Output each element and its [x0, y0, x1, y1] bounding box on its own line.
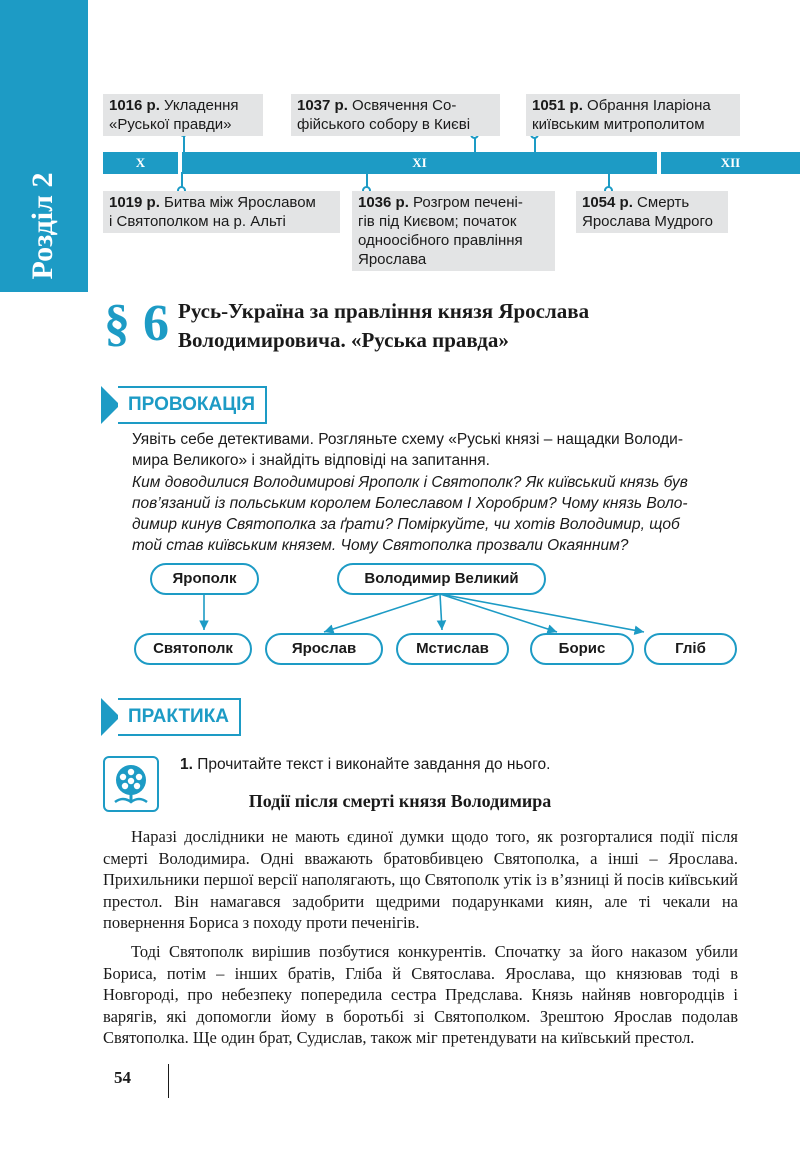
node-volodymyr: Володимир Великий	[337, 563, 546, 595]
century-x: X	[103, 152, 178, 174]
article-paragraph-1: Наразі дослідники не мають єдиної думки щодо того, як розгорталися події після смерті Володимира. Одні вважають братовбивцею Святополка, а інші – Ярослава. Прихильники першої версії наполягають, що Святополк утік із в’язниці й посів київський престол. Він намагався задобрити щедрими подарунками киян, але ті чекали на повернення Бориса з походу проти печенігів.	[103, 827, 738, 933]
node-hlib: Гліб	[644, 633, 737, 665]
century-xi: XI	[182, 152, 657, 174]
section-number: § 6	[104, 295, 169, 352]
event-text: гів під Києвом; початок	[358, 213, 517, 230]
event-text: Смерть	[637, 194, 690, 211]
event-year: 1019 р.	[109, 194, 160, 211]
provocation-label: ПРОВОКАЦІЯ	[118, 386, 267, 424]
node-borys: Борис	[530, 633, 634, 665]
event-text: «Руської правди»	[109, 116, 232, 133]
text-line: пов’язаний із польським королем Болеславом І Хоробрим? Чому князь Воло-	[132, 495, 688, 512]
chapter-label: Розділ 2	[26, 172, 59, 280]
event-text: Укладення	[164, 97, 239, 114]
text-line: Ким доводилися Володимирові Ярополк і Святополк? Як київський князь був	[132, 474, 688, 491]
article-paragraph-2: Тоді Святополк вирішив позбутися конкурентів. Спочатку за його наказом убили Бориса, потім – інших братів, Гліба й Святослава. Ярослава, що князював тоді в Новгороді, про небезпеку попередила сестра Предслава. Князь найняв новгородців і варягів, які допомогли йому в боротьбі зі Святополком. Зрештою Ярослав подолав Святополка. Ще один брат, Судислав, також міг претендувати на київський престол.	[103, 942, 738, 1048]
event-year: 1051 р.	[532, 97, 583, 114]
section-title-line: Володимировича. «Руська правда»	[178, 328, 509, 352]
arrow-volodymyr-yaroslav	[324, 594, 440, 632]
node-mstyslav: Мстислав	[396, 633, 509, 665]
event-text: Битва між Ярославом	[164, 194, 316, 211]
text-line: Уявіть себе детективами. Розгляньте схему «Руські князі – нащадки Володи-	[132, 431, 684, 448]
event-text: фійського собору в Києві	[297, 116, 471, 133]
section-title-line: Русь-Україна за правління князя Ярослава	[178, 299, 590, 323]
text-line: той став київським князем. Чому Святополка прозвали Окаянним?	[132, 537, 629, 554]
event-text: Освячення Со-	[352, 97, 457, 114]
event-text: київським митрополитом	[532, 116, 705, 133]
practice-label: ПРАКТИКА	[118, 698, 241, 736]
event-text: Розгром печені-	[413, 194, 523, 211]
node-yaropolk: Ярополк	[150, 563, 259, 595]
event-text: Обрання Іларіона	[587, 97, 711, 114]
event-text: одноосібного правління	[358, 232, 523, 249]
task-instruction	[180, 756, 550, 774]
practice-heading	[101, 698, 241, 736]
text-line: димир кинув Святополка за ґрати? Поміркуйте, чи хотів Володимир, щоб	[132, 516, 680, 533]
task-number: 1.	[180, 756, 193, 773]
task-text: Прочитайте текст і виконайте завдання до нього.	[197, 756, 551, 773]
century-xii: XII	[661, 152, 800, 174]
event-text: Ярослава Мудрого	[582, 213, 714, 230]
node-svyatopolk: Святополк	[134, 633, 252, 665]
page-number: 54	[114, 1068, 131, 1087]
event-text: Ярослава	[358, 251, 427, 268]
event-year: 1016 р.	[109, 97, 160, 114]
event-year: 1037 р.	[297, 97, 348, 114]
event-year: 1036 р.	[358, 194, 409, 211]
event-text: і Святополком на р. Альті	[109, 213, 286, 230]
event-year: 1054 р.	[582, 194, 633, 211]
node-yaroslav: Ярослав	[265, 633, 383, 665]
text-line: мира Великого» і знайдіть відповіді на запитання.	[132, 452, 490, 469]
arrow-volodymyr-mstyslav	[440, 594, 442, 630]
article-title: Події після смерті князя Володимира	[248, 791, 552, 811]
page-number-rule	[168, 1064, 169, 1098]
